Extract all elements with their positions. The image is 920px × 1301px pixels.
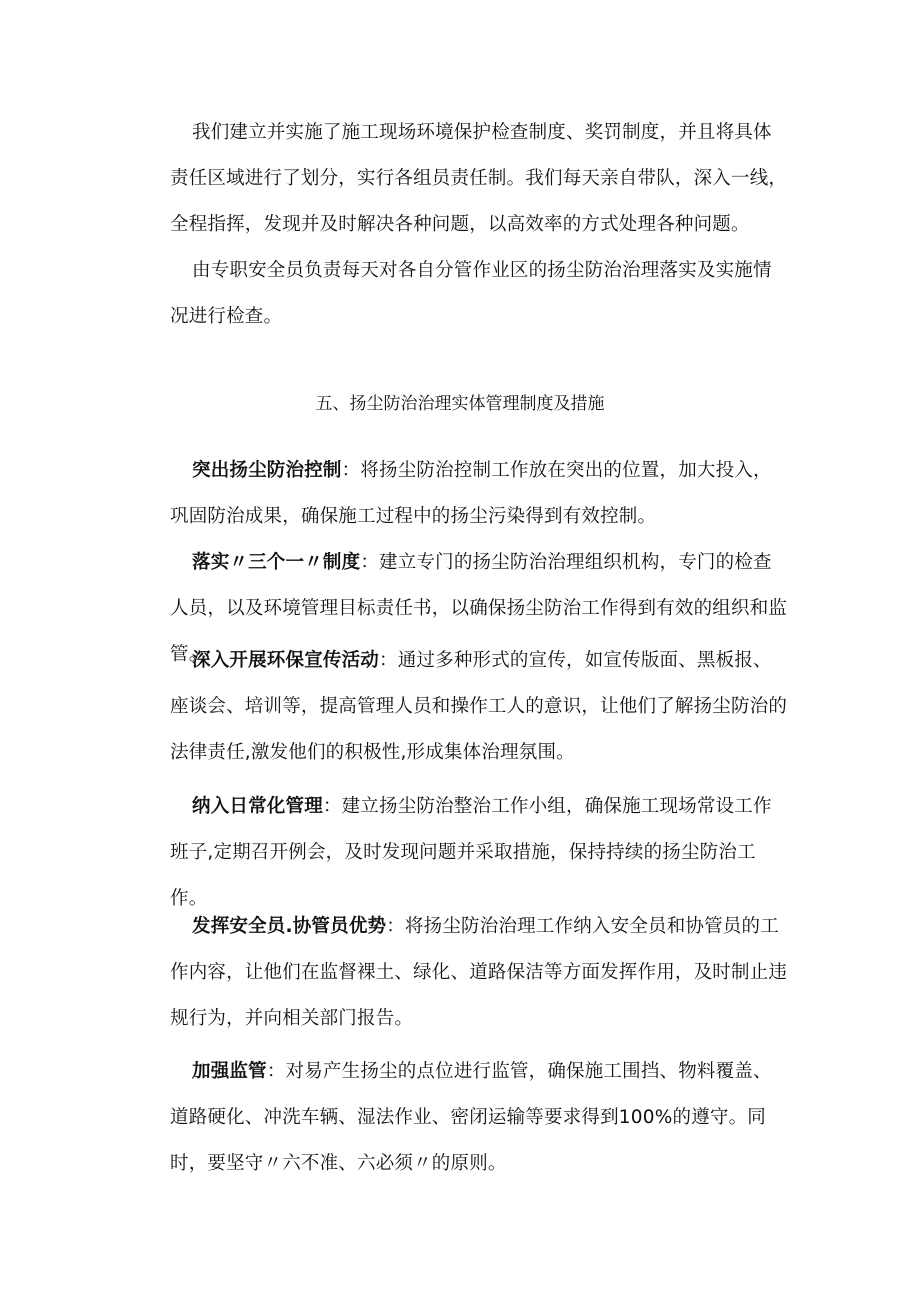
intro-paragraph-1 — [170, 110, 790, 248]
measure-title-2: 落实〃三个一〃制度 — [192, 552, 361, 573]
measure-text-3: ：通过多种形式的宣传，如宣传版面、黑板报、座谈会、培训等，提高管理人员和操作工人的意识，让他们了解扬尘防治的法律责任,激发他们的积极性,形成集体治理氛围。 — [170, 650, 788, 763]
measure-paragraph-3 — [170, 638, 790, 776]
measure-paragraph-5 — [170, 904, 790, 1042]
intro-paragraph-2 — [170, 248, 790, 340]
measure-title-6: 加强监管 — [192, 1061, 267, 1082]
measure-title-3: 深入开展环保宣传活动 — [192, 650, 380, 671]
measure-title-4: 纳入日常化管理 — [192, 796, 323, 817]
measure-title-1: 突出扬尘防治控制 — [192, 460, 342, 481]
measure-text-4: ：建立扬尘防治整治工作小组，确保施工现场常设工作班子,定期召开例会，及时发现问题并采取措施，保持持续的扬尘防治工作。 — [170, 796, 772, 909]
measure-text-6: ：对易产生扬尘的点位进行监管，确保施工围挡、物料覆盖、道路硬化、冲洗车辆、湿法作业、密闭运输等要求得到100%的遵守。同时，要坚守〃六不准、六必须〃的原则。 — [170, 1061, 772, 1174]
intro-paragraph-1-text: 我们建立并实施了施工现场环境保护检查制度、奖罚制度，并且将具体责任区域进行了划分，实行各组员责任制。我们每天亲自带队，深入一线，全程指挥，发现并及时解决各种问题，以高效率的方式处理各种问题。 — [170, 122, 788, 235]
measure-paragraph-4 — [170, 784, 790, 922]
section-heading: 五、扬尘防治治理实体管理制度及措施 — [315, 394, 605, 414]
intro-paragraph-2-text: 由专职安全员负责每天对各自分管作业区的扬尘防治治理落实及实施情况进行检查。 — [170, 260, 772, 327]
measure-paragraph-1 — [170, 448, 790, 540]
measure-title-5: 发挥安全员.协管员优势 — [192, 916, 387, 937]
measure-text-1: ：将扬尘防治控制工作放在突出的位置，加大投入，巩固防治成果，确保施工过程中的扬尘污染得到有效控制。 — [170, 460, 772, 527]
measure-text-5: ：将扬尘防治治理工作纳入安全员和协管员的工作内容，让他们在监督裸土、绿化、道路保洁等方面发挥作用，及时制止违规行为，并向相关部门报告。 — [170, 916, 788, 1029]
measure-text-2: ：建立专门的扬尘防治治理组织机构，专门的检查人员，以及环境管理目标责任书，以确保扬尘防治工作得到有效的组织和监管。 — [170, 552, 788, 665]
measure-paragraph-6 — [170, 1049, 790, 1187]
